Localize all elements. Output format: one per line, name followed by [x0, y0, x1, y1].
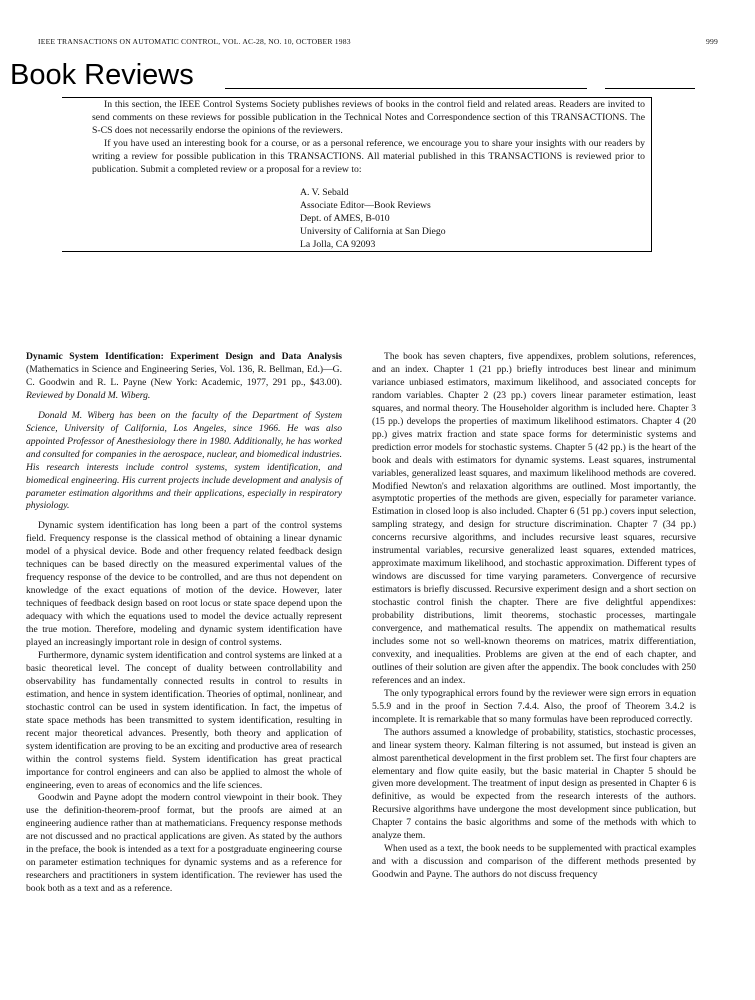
address-line: La Jolla, CA 92093: [300, 239, 376, 251]
notice-box: [62, 97, 652, 252]
book-heading: [26, 351, 342, 403]
reviewed-by: Reviewed by Donald M. Wiberg.: [26, 389, 151, 401]
title-rule: [605, 88, 695, 89]
journal-citation: IEEE TRANSACTIONS ON AUTOMATIC CONTROL, VOL. AC-28, NO. 10, OCTOBER 1983: [38, 37, 351, 46]
editor-address: [300, 187, 645, 252]
address-line: Dept. of AMES, B-010: [300, 213, 390, 225]
body-paragraph: Goodwin and Payne adopt the modern control viewpoint in their book. They use the definition-theorem-proof format, but the proofs are aimed at an engineering audience rather than at mathematicians. Frequency response methods are not discussed and no practical applications are given. As stated by the authors in the preface, the book is intended as a text for a postgraduate engineering course on parameter estimation techniques for dynamic systems and as a reference for researchers and practitioners in system identification. The reviewer has used the book both as a text and as a reference.: [26, 792, 342, 895]
notice-paragraph: In this section, the IEEE Control Systems Society publishes reviews of books in the control field and related areas. Readers are invited to send comments on these reviews for possible publication in the Technical Notes and Correspondence section of this TRANSACTIONS. The S-CS does not necessarily endorse the opinions of the reviewers.: [92, 99, 645, 136]
reviewer-bio: Donald M. Wiberg has been on the faculty of the Department of System Science, University of California, Los Angeles, since 1966. He was also appointed Professor of Anesthesiology there in 1980. Additionally, he has worked and consulted for companies in the aerospace, nuclear, and biomedical industries. His research interests include control systems, system identification, and biomedical engineering. His current projects include development and analysis of parameter estimation algorithms and their applications, especially in respiratory physiology.: [26, 409, 342, 512]
body-paragraph: The only typographical errors found by the reviewer were sign errors in equation 5.5.9 and in the proof in Section 7.4.4. Also, the proof of Theorem 3.4.2 is incomplete. It is remarkable that so many formulas have been reproduced correctly.: [372, 687, 696, 725]
book-citation: (Mathematics in Science and Engineering Series, Vol. 136, R. Bellman, Ed.)—G. C. Goodwin and R. L. Payne (New York: Academic, 1977, 291 pp., $43.00).: [26, 363, 342, 388]
notice-paragraph: If you have used an interesting book for a course, or as a personal reference, we encourage you to share your insights with our readers by writing a review for possible publication in this TRANSACTIONS. All material published in this TRANSACTIONS is reviewed prior to publication. Submit a completed review or a proposal for a review to:: [92, 137, 645, 175]
title-rule: [225, 88, 587, 89]
left-column: [26, 351, 342, 896]
right-column: [372, 351, 696, 882]
body-paragraph: The book has seven chapters, five appendixes, problem solutions, references, and an index. Chapter 1 (21 pp.) briefly introduces best linear and minimum variance unbiased estimators, maximum likelihood, and associated concepts for random variables. Chapter 2 (23 pp.) covers linear parameter estimation, least squares, and normal theory. The Householder algorithm is included here. Chapter 3 (15 pp.) develops the properties of maximum likelihood estimators. Chapter 4 (20 pp.) gives matrix fraction and state space forms for deterministic systems and prediction error models for stochastic systems. Chapter 5 (42 pp.) is the heart of the book and deals with estimators for dynamic systems. Least squares, instrumental variables, generalized least squares, and maximum likelihood methods are covered. Modified Newton's and relaxation algorithms are outlined. Most importantly, the asymptotic properties of the methods are given, especially for parameter variance. Estimation in closed loop is also included. Chapter 6 (51 pp.) covers input selection, sampling strategy, and design for structure discrimination. Chapter 7 (34 pp.) concerns recursive algorithms, and includes recursive least squares, recursive instrumental variables, recursive generalized least squares, extended matrices, approximate maximum likelihood, and stochastic approximation. Different types of windows are discussed for time varying parameters. Convergence of recursive estimators is briefly discussed. Recursive experiment design and a short section on stochastic control finish the chapter. There are five delightful appendixes: probability distributions, limit theorems, stochastic processes, martingale convergence, and mathematical results. The appendix on mathematical results includes some not so well-known theorems on matrices, matrix differentiation, convexity, and inequalities. Problems are given at the end of each chapter, and outlines of their solution are given after the appendix. The book concludes with 250 references and an index.: [372, 351, 696, 686]
body-paragraph: The authors assumed a knowledge of probability, statistics, stochastic processes, and linear system theory. Kalman filtering is not assumed, but instead is given an almost parenthetical development in the first problem set. The first four chapters are elementary and flow quite easily, but the basic material in Chapter 5 should be given more development. The treatment of input design as presented in Chapter 6 is definitive, as would be expected from the research interests of the authors. Recursive algorithms have undergone the most development since publication, but Chapter 7 contains the basic algorithms and some of the methods with which to analyze them.: [372, 726, 696, 842]
running-head: [38, 37, 718, 46]
section-title: Book Reviews: [10, 59, 194, 91]
body-paragraph: Furthermore, dynamic system identification and control systems are linked at a basic theoretical level. The concept of duality between controllability and observability has fundamentally connected results in control to results in estimation, and hence in system identification. Theories of optimal, nonlinear, and stochastic control can be used in system identification. In fact, the impetus of state space methods has been transmitted to system identification, resulting in recent major theoretical advances. Presently, both theory and application of system identification are proving to be an exciting and productive area of research within the control systems field. System identification has great practical importance for control engineers and can also be applied to almost the whole of engineering, even to areas of economics and the life sciences.: [26, 649, 342, 791]
address-line: A. V. Sebald: [300, 187, 349, 199]
page-number: 999: [706, 37, 718, 46]
book-title: Dynamic System Identification: Experiment Design and Data Analysis: [26, 351, 342, 362]
address-line: Associate Editor—Book Reviews: [300, 200, 431, 212]
body-paragraph: When used as a text, the book needs to be supplemented with practical examples and with a discussion and comparison of the different methods presented by Goodwin and Payne. The authors do not discuss frequency: [372, 843, 696, 881]
body-paragraph: Dynamic system identification has long been a part of the control systems field. Frequency response is the classical method of obtaining a linear dynamic model of a physical device. Bode and other frequency related feedback design techniques can be based directly on the measured experimental values of the frequency response of the device to be controlled, and are thus not dependent on knowledge of the exact equations of motion of the device. However, later techniques of feedback design based on root locus or state space depend upon the adequacy with which the equations used to model the device actually represent the true motion. Therefore, modeling and dynamic system identification have played an increasingly important role in design of control systems.: [26, 520, 342, 649]
address-line: University of California at San Diego: [300, 226, 446, 238]
